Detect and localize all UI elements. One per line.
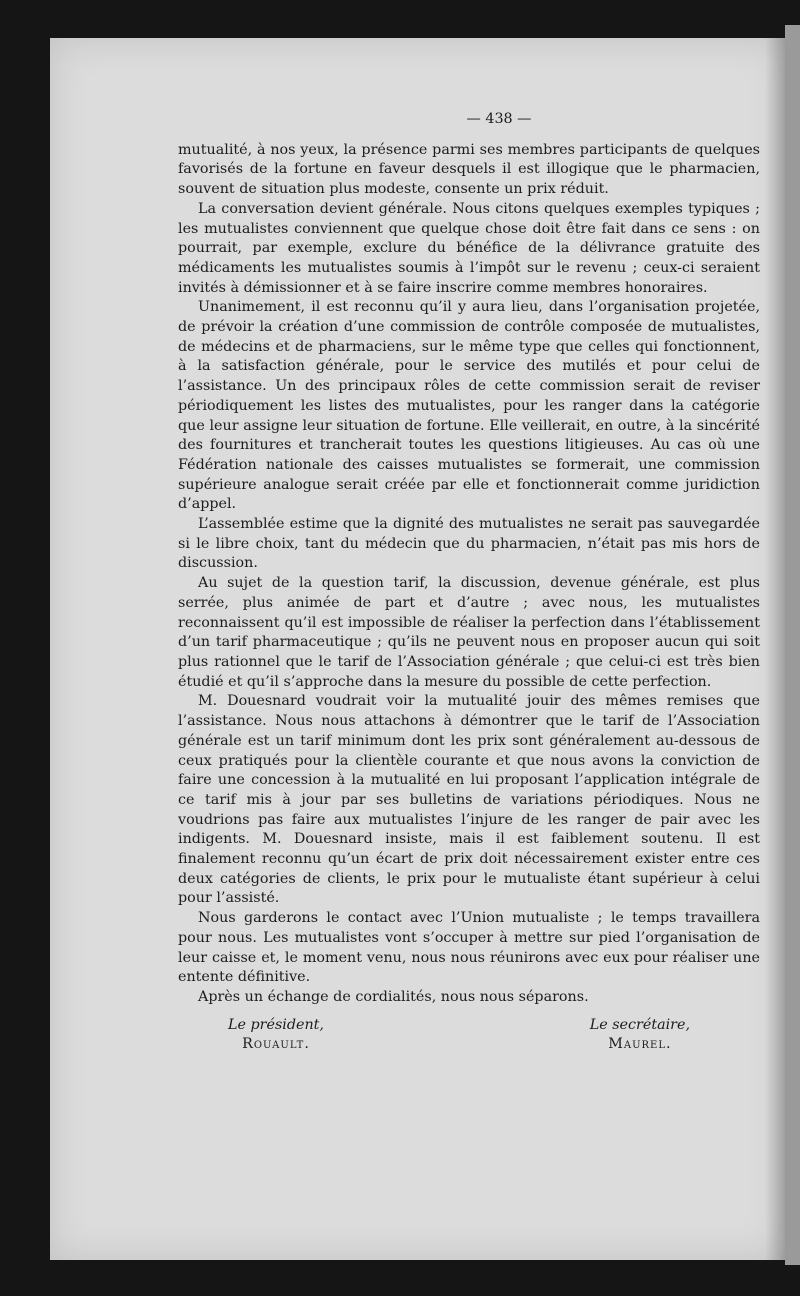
president-title: Le président,	[228, 1016, 324, 1033]
president-signature	[228, 1016, 324, 1055]
paragraph-3: Unanimement, il est reconnu qu’il y aura lieu, dans l’organisation projetée, de prévoir la création d’une commission de contrôle composée de mutualistes, de médecins et de pharmaciens, sur le même type que celles qui fonctionnent, à la satisfaction générale, pour le service des mutilés et pour celui de l’assistance. Un des principaux rôles de cette commission serait de reviser périodiquement les listes des mutualistes, pour les ranger dans la catégorie que leur assigne leur situation de fortune. Elle veillerait, en outre, à la sincérité des fournitures et trancherait toutes les questions litigieuses. Au cas où une Fédération nationale des caisses mutualistes se formerait, une commission supérieure analogue serait créée par elle et fonctionnerait comme juridiction d’appel.	[178, 299, 760, 513]
paragraph-1: mutualité, à nos yeux, la présence parmi ses membres participants de quelques favorisés de la fortune en faveur desquels il est illogique que le pharmacien, souvent de situation plus modeste, consente un prix réduit.	[178, 141, 760, 198]
president-name: Rouault.	[242, 1036, 310, 1053]
secretary-title: Le secrétaire,	[589, 1016, 690, 1033]
page-text	[178, 110, 760, 1055]
signature-block	[178, 1016, 760, 1055]
secretary-name: Maurel.	[608, 1036, 672, 1053]
paragraph-8: Après un échange de cordialités, nous nous séparons.	[198, 988, 589, 1005]
paragraph-6: M. Douesnard voudrait voir la mutualité jouir des mêmes remises que l’assistance. Nous nous attachons à démontrer que le tarif de l’Association générale est un tarif minimum dont les prix sont généralement au-dessous de ceux pratiqués pour la clientèle courante et que nous avons la conviction de faire une concession à la mutualité en lui proposant l’application intégrale de ce tarif mis à jour par ses bulletins de variations périodiques. Nous ne voudrions pas faire aux mutualistes l’injure de les ranger de pair avec les indigents. M. Douesnard insiste, mais il est faiblement soutenu. Il est finalement reconnu qu’un écart de prix doit nécessairement exister entre ces deux catégories de clients, le prix pour le mutualiste étant supérieur à celui pour l’assisté.	[178, 693, 760, 907]
paragraph-4: L’assemblée estime que la dignité des mutualistes ne serait pas sauvegardée si le libre choix, tant du médecin que du pharmacien, n’était pas mis hors de discussion.	[178, 516, 760, 572]
page-number: — 438 —	[466, 111, 532, 127]
paragraph-7: Nous garderons le contact avec l’Union mutualiste ; le temps travaillera pour nous. Les mutualistes vont s’occuper à mettre sur pied l’organisation de leur caisse et, le moment venu, nous nous réunirons avec eux pour réaliser une entente définitive.	[178, 910, 760, 986]
paragraph-5: Au sujet de la question tarif, la discussion, devenue générale, est plus serrée, plus animée de part et d’autre ; avec nous, les mutualistes reconnaissent qu’il est impossible de réaliser la perfection dans l’établissement d’un tarif pharmaceutique ; qu’ils ne peuvent nous en proposer aucun qui soit plus rationnel que le tarif de l’Association générale ; que celui-ci est très bien étudié et qu’il s’approche dans la mesure du possible de cette perfection.	[178, 575, 760, 690]
adjacent-page-edge	[785, 25, 800, 1265]
paragraph-2: La conversation devient générale. Nous citons quelques exemples typiques ; les mutualistes conviennent que quelque chose doit être fait dans ce sens : on pourrait, par exemple, exclure du bénéfice de la délivrance gratuite des médicaments les mutualistes soumis à l’impôt sur le revenu ; ceux-ci seraient invités à démissionner et à se faire inscrire comme membres honoraires.	[178, 200, 760, 296]
binding-shadow	[765, 38, 785, 1260]
secretary-signature	[590, 1016, 690, 1055]
